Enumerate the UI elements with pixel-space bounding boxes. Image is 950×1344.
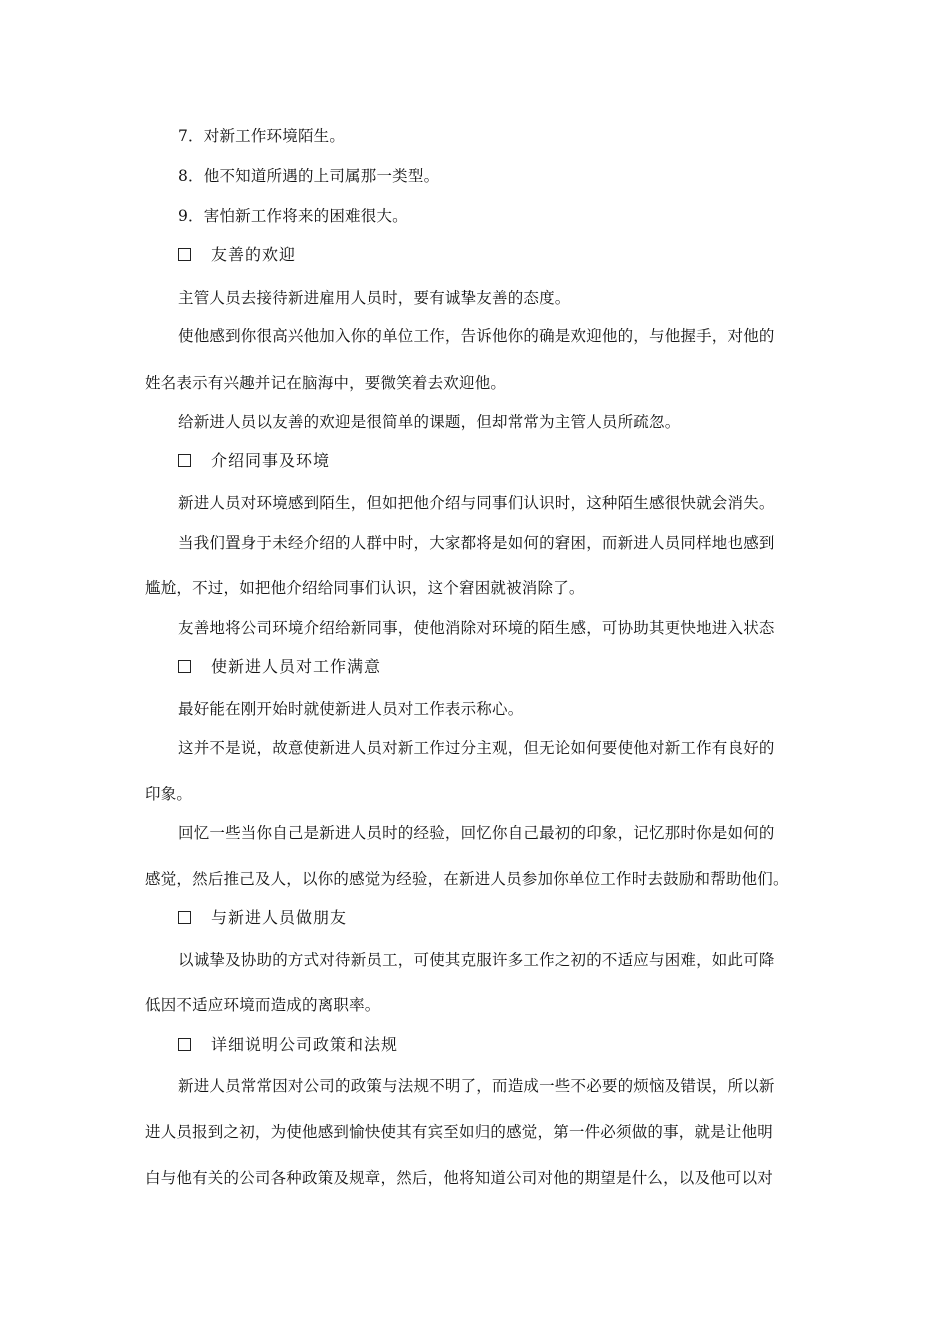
paragraph: 给新进人员以友善的欢迎是很简单的课题，但却常常为主管人员所疏忽。 (178, 413, 681, 431)
heading-text: 友善的欢迎 (211, 245, 297, 264)
checkbox-bullet-icon (178, 660, 191, 673)
checkbox-bullet-icon (178, 248, 191, 261)
paragraph-line: 低因不适应环境而造成的离职率。 (145, 996, 381, 1014)
paragraph-line: 这并不是说，故意使新进人员对新工作过分主观，但无论如何要使他对新工作有良好的 (178, 739, 775, 757)
paragraph-line: 回忆一些当你自己是新进人员时的经验，回忆你自己最初的印象，记忆那时你是如何的 (178, 824, 775, 842)
checkbox-bullet-icon (178, 911, 191, 924)
paragraph: 新进人员对环境感到陌生，但如把他介绍与同事们认识时，这种陌生感很快就会消失。 (178, 494, 775, 512)
paragraph-line: 进人员报到之初，为使他感到愉快使其有宾至如归的感觉，第一件必须做的事，就是让他明 (145, 1123, 774, 1141)
paragraph-line: 当我们置身于未经介绍的人群中时，大家都将是如何的窘困，而新进人员同样地也感到 (178, 534, 775, 552)
list-item-7: 7．对新工作环境陌生。 (178, 127, 346, 145)
paragraph-line: 姓名表示有兴趣并记在脑海中，要微笑着去欢迎他。 (145, 374, 507, 392)
heading-text: 使新进人员对工作满意 (211, 657, 382, 676)
section-heading-satisfy (178, 657, 381, 677)
paragraph-line: 尴尬，不过，如把他介绍给同事们认识，这个窘困就被消除了。 (145, 579, 585, 597)
list-item-8: 8．他不知道所遇的上司属那一类型。 (178, 167, 440, 185)
heading-text: 与新进人员做朋友 (211, 908, 348, 927)
paragraph-line: 印象。 (145, 785, 193, 803)
section-heading-introduce (178, 451, 330, 471)
heading-text: 介绍同事及环境 (211, 451, 331, 470)
paragraph: 主管人员去接待新进雇用人员时，要有诚挚友善的态度。 (178, 289, 571, 307)
checkbox-bullet-icon (178, 1038, 191, 1051)
paragraph: 最好能在刚开始时就使新进人员对工作表示称心。 (178, 700, 524, 718)
paragraph: 友善地将公司环境介绍给新同事，使他消除对环境的陌生感，可协助其更快地进入状态 (178, 619, 775, 637)
paragraph-line: 白与他有关的公司各种政策及规章，然后，他将知道公司对他的期望是什么，以及他可以对 (145, 1169, 774, 1187)
section-heading-policy (178, 1035, 398, 1055)
paragraph-line: 感觉，然后推己及人，以你的感觉为经验，在新进人员参加你单位工作时去鼓励和帮助他们。 (145, 870, 789, 888)
section-heading-friends (178, 908, 347, 928)
list-item-9: 9．害怕新工作将来的困难很大。 (178, 207, 408, 225)
checkbox-bullet-icon (178, 454, 191, 467)
paragraph-line: 以诚挚及协助的方式对待新员工，可使其克服许多工作之初的不适应与困难，如此可降 (178, 951, 775, 969)
paragraph-line: 新进人员常常因对公司的政策与法规不明了，而造成一些不必要的烦恼及错误，所以新 (178, 1077, 775, 1095)
section-heading-welcome (178, 245, 296, 265)
heading-text: 详细说明公司政策和法规 (211, 1035, 399, 1054)
paragraph-line: 使他感到你很高兴他加入你的单位工作，告诉他你的确是欢迎他的，与他握手，对他的 (178, 327, 775, 345)
